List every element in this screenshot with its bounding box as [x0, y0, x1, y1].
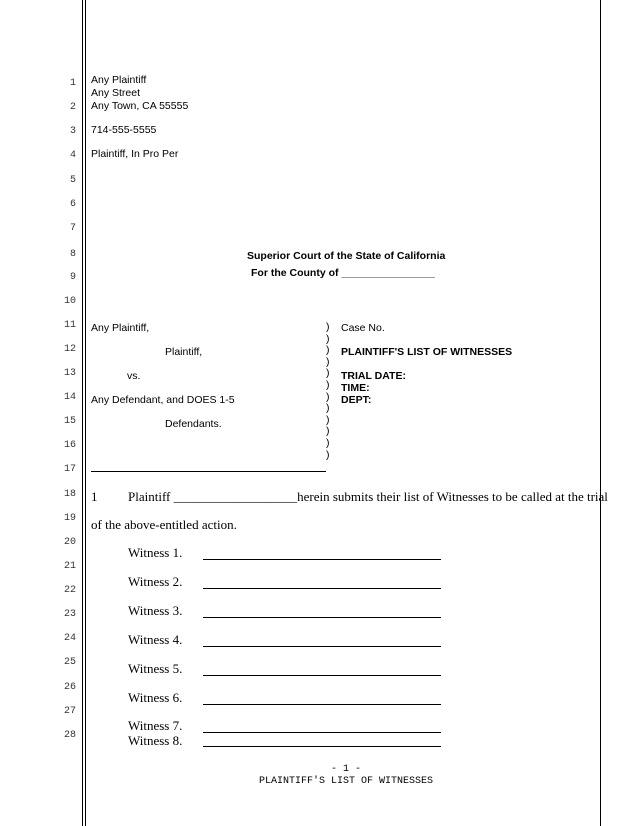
line-number: 25	[63, 657, 76, 668]
left-margin-rule-inner	[85, 0, 86, 826]
line-number: 6	[69, 199, 76, 210]
right-margin-rule	[600, 0, 601, 826]
header-role: Plaintiff, In Pro Per	[91, 148, 179, 160]
line-number: 17	[63, 464, 76, 475]
line-number: 14	[63, 392, 76, 403]
line-number: 5	[69, 175, 76, 186]
line-number: 28	[63, 730, 76, 741]
footer-page-number: - 1 -	[330, 764, 361, 775]
dept-label: DEPT:	[341, 394, 372, 406]
witness-name-line	[203, 675, 441, 676]
witness-label: Witness 7.	[128, 718, 183, 733]
witness-label: Witness 5.	[128, 661, 183, 676]
time-label: TIME:	[341, 382, 370, 394]
line-number: 20	[63, 537, 76, 548]
line-number: 13	[63, 368, 76, 379]
line-number: 26	[63, 682, 76, 693]
line-number: 12	[63, 344, 76, 355]
line-number: 8	[69, 249, 76, 260]
left-margin-rule-outer	[82, 0, 83, 826]
line-number: 1	[69, 78, 76, 89]
caption-parentheses: ) ) ) ) ) ) ) ) ) ) ) )	[326, 321, 330, 461]
line-number: 19	[63, 513, 76, 524]
line-number: 2	[69, 102, 76, 113]
paragraph-text: Plaintiff ___________________herein submits their list of Witnesses to be called at the trial	[128, 489, 608, 504]
witness-label: Witness 4.	[128, 632, 183, 647]
witness-name-line	[203, 746, 441, 747]
witness-label: Witness 6.	[128, 690, 183, 705]
caption-underline	[91, 471, 326, 472]
caption-party1: Any Plaintiff,	[91, 322, 150, 334]
court-county: For the County of ________________	[251, 267, 435, 279]
caption-party1-role: Plaintiff,	[165, 346, 203, 358]
line-number: 21	[63, 561, 76, 572]
line-number: 10	[63, 296, 76, 307]
caption-party2: Any Defendant, and DOES 1-5	[91, 394, 235, 406]
case-number-label: Case No.	[341, 322, 385, 334]
line-number: 27	[63, 706, 76, 717]
header-phone: 714-555-5555	[91, 124, 157, 136]
header-street: Any Street	[91, 87, 141, 99]
line-number: 9	[69, 272, 76, 283]
footer-title: PLAINTIFF'S LIST OF WITNESSES	[258, 776, 434, 787]
paragraph-continuation: of the above-entitled action.	[91, 517, 237, 532]
witness-name-line	[203, 704, 441, 705]
trial-date-label: TRIAL DATE:	[341, 370, 406, 382]
line-number: 18	[63, 489, 76, 500]
caption-vs: vs.	[127, 370, 141, 382]
witness-name-line	[203, 732, 441, 733]
witness-label: Witness 1.	[128, 545, 183, 560]
witness-label: Witness 2.	[128, 574, 183, 589]
witness-name-line	[203, 588, 441, 589]
line-number: 7	[69, 223, 76, 234]
court-title: Superior Court of the State of California	[247, 250, 446, 262]
line-number: 15	[63, 416, 76, 427]
header-name: Any Plaintiff	[91, 74, 147, 86]
line-number: 11	[63, 320, 76, 331]
document-title: PLAINTIFF'S LIST OF WITNESSES	[341, 346, 513, 358]
witness-label: Witness 8.	[128, 733, 183, 748]
caption-party2-role: Defendants.	[165, 418, 222, 430]
header-city: Any Town, CA 55555	[91, 100, 189, 112]
line-number: 3	[69, 126, 76, 137]
paragraph-number: 1	[91, 489, 98, 504]
witness-name-line	[203, 559, 441, 560]
line-number: 4	[69, 150, 76, 161]
witness-name-line	[203, 617, 441, 618]
line-number: 22	[63, 585, 76, 596]
line-number: 23	[63, 609, 76, 620]
witness-label: Witness 3.	[128, 603, 183, 618]
witness-name-line	[203, 646, 441, 647]
line-number: 16	[63, 440, 76, 451]
line-number: 24	[63, 633, 76, 644]
